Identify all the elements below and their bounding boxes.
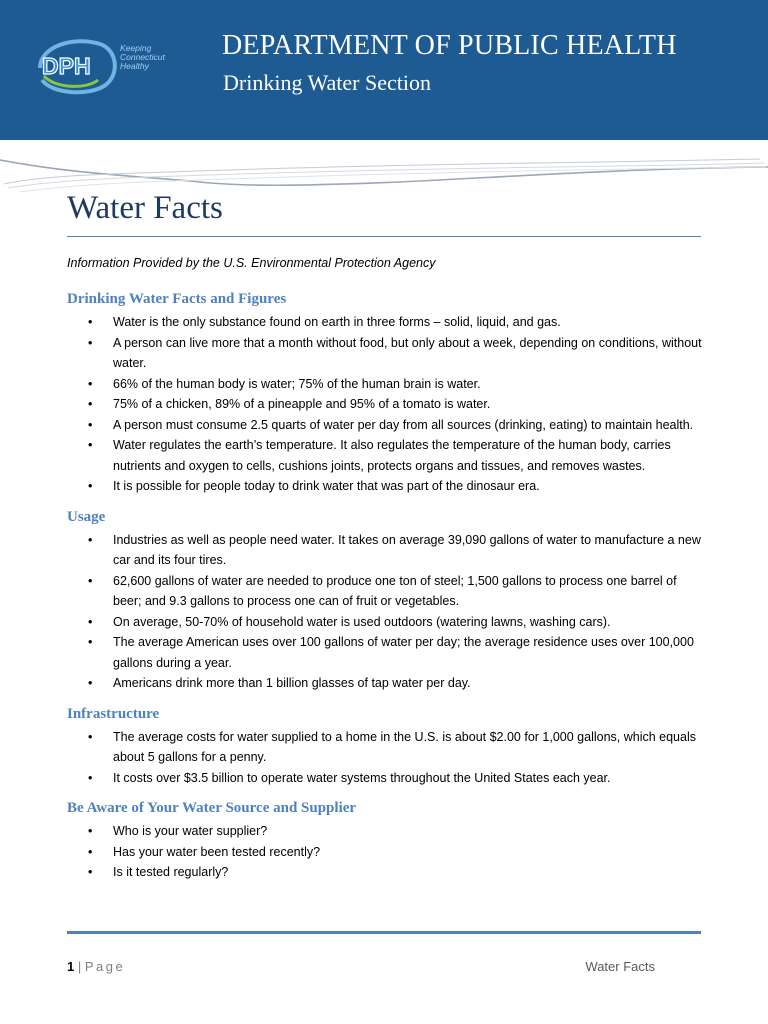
facts-list <box>67 530 707 694</box>
section-heading: Usage <box>67 508 106 525</box>
dph-logo-mark <box>34 36 124 96</box>
section-drinking-water-facts <box>67 288 707 497</box>
section-heading: Infrastructure <box>67 705 160 722</box>
bullet-icon: • <box>88 729 93 744</box>
bullet-icon: • <box>88 824 93 838</box>
bullet-icon: • <box>88 573 93 588</box>
title-rule <box>67 236 701 237</box>
list-item <box>67 571 707 612</box>
list-item-text: Industries as well as people need water. It takes on average 39,090 gallons of water to manufacture a new car and its four tires. <box>113 532 701 567</box>
list-item <box>67 394 707 415</box>
list-item <box>67 768 707 789</box>
list-item-text: It costs over $3.5 billion to operate water systems throughout the United States each year. <box>113 770 611 785</box>
section-heading: Drinking Water Facts and Figures <box>67 291 287 307</box>
header-band <box>0 0 768 140</box>
list-item <box>67 530 707 571</box>
list-item <box>67 333 707 374</box>
bullet-icon: • <box>88 532 93 547</box>
logo-tagline-line: Healthy <box>120 61 149 71</box>
list-item-text: It is possible for people today to drink water that was part of the dinosaur era. <box>113 479 540 493</box>
list-item-text: A person can live more that a month without food, but only about a week, depending on conditions, without water. <box>113 335 702 370</box>
bullet-icon: • <box>88 479 93 493</box>
list-item <box>67 312 707 333</box>
list-item-text: 75% of a chicken, 89% of a pineapple and 95% of a tomato is water. <box>113 397 491 411</box>
dph-logo <box>34 36 174 96</box>
list-item-text: 62,600 gallons of water are needed to produce one ton of steel; 1,500 gallons to process one barrel of beer; and 9.3 gallons to process one can of fruit or vegetables. <box>113 573 677 608</box>
facts-list <box>67 821 707 883</box>
list-item-text: Americans drink more than 1 billion glasses of tap water per day. <box>113 676 471 690</box>
bullet-icon: • <box>88 335 93 350</box>
bullet-icon: • <box>88 844 93 859</box>
list-item-text: 66% of the human body is water; 75% of the human brain is water. <box>113 376 481 391</box>
logo-tagline <box>120 44 174 71</box>
page-indicator <box>67 959 125 974</box>
list-item <box>67 862 707 883</box>
list-item <box>67 415 707 436</box>
list-item <box>67 476 707 497</box>
list-item-text: Water is the only substance found on earth in three forms – solid, liquid, and gas. <box>113 315 561 329</box>
list-item <box>67 673 707 694</box>
bullet-icon: • <box>88 676 93 690</box>
logo-tagline-line: Keeping <box>120 43 152 53</box>
list-item <box>67 612 707 633</box>
facts-list <box>67 312 707 497</box>
page-label: Page <box>84 959 126 974</box>
list-item-text: Who is your water supplier? <box>113 824 268 838</box>
bullet-icon: • <box>88 614 93 629</box>
footer-rule <box>67 931 701 934</box>
list-item <box>67 632 707 673</box>
list-item-text: A person must consume 2.5 quarts of water per day from all sources (drinking, eating) to maintain health. <box>113 417 694 432</box>
source-note: Information Provided by the U.S. Environmental Protection Agency <box>67 256 436 270</box>
bullet-icon: • <box>88 397 93 411</box>
bullet-icon: • <box>88 770 93 785</box>
section-subtitle: Drinking Water Section <box>223 70 432 95</box>
list-item <box>67 374 707 395</box>
section-water-source <box>67 797 707 883</box>
page-title: Water Facts <box>67 190 223 226</box>
bullet-icon: • <box>88 865 93 879</box>
bullet-icon: • <box>88 635 93 649</box>
bullet-icon: • <box>88 315 93 329</box>
logo-initials: DPH <box>42 53 91 79</box>
bullet-icon: • <box>88 417 93 432</box>
content <box>67 288 707 892</box>
list-item-text: The average costs for water supplied to a home in the U.S. is about $2.00 for 1,000 gallons, which equals about 5 gallons for a penny. <box>113 729 696 764</box>
list-item <box>67 435 707 476</box>
logo-tagline-line: Connecticut <box>120 52 165 62</box>
facts-list <box>67 727 707 789</box>
list-item <box>67 727 707 768</box>
list-item <box>67 821 707 842</box>
footer-doc-name: Water Facts <box>585 959 655 974</box>
bullet-icon: • <box>88 438 93 452</box>
section-usage <box>67 506 707 694</box>
list-item-text: Water regulates the earth’s temperature. It also regulates the temperature of the human body, carries nutrients and oxygen to cells, cushions joints, protects organs and tissues, and removes wastes. <box>113 438 671 473</box>
department-title: DEPARTMENT OF PUBLIC HEALTH <box>222 30 677 61</box>
section-infrastructure <box>67 703 707 789</box>
list-item-text: Has your water been tested recently? <box>113 844 321 859</box>
footer-separator: | <box>77 959 82 974</box>
list-item-text: On average, 50-70% of household water is used outdoors (watering lawns, washing cars). <box>113 614 611 629</box>
list-item <box>67 842 707 863</box>
bullet-icon: • <box>88 376 93 391</box>
section-heading: Be Aware of Your Water Source and Supplier <box>67 800 357 816</box>
list-item-text: The average American uses over 100 gallons of water per day; the average residence uses over 100,000 gallons during a year. <box>113 635 694 670</box>
list-item-text: Is it tested regularly? <box>113 865 229 879</box>
page-number: 1 <box>67 959 75 974</box>
